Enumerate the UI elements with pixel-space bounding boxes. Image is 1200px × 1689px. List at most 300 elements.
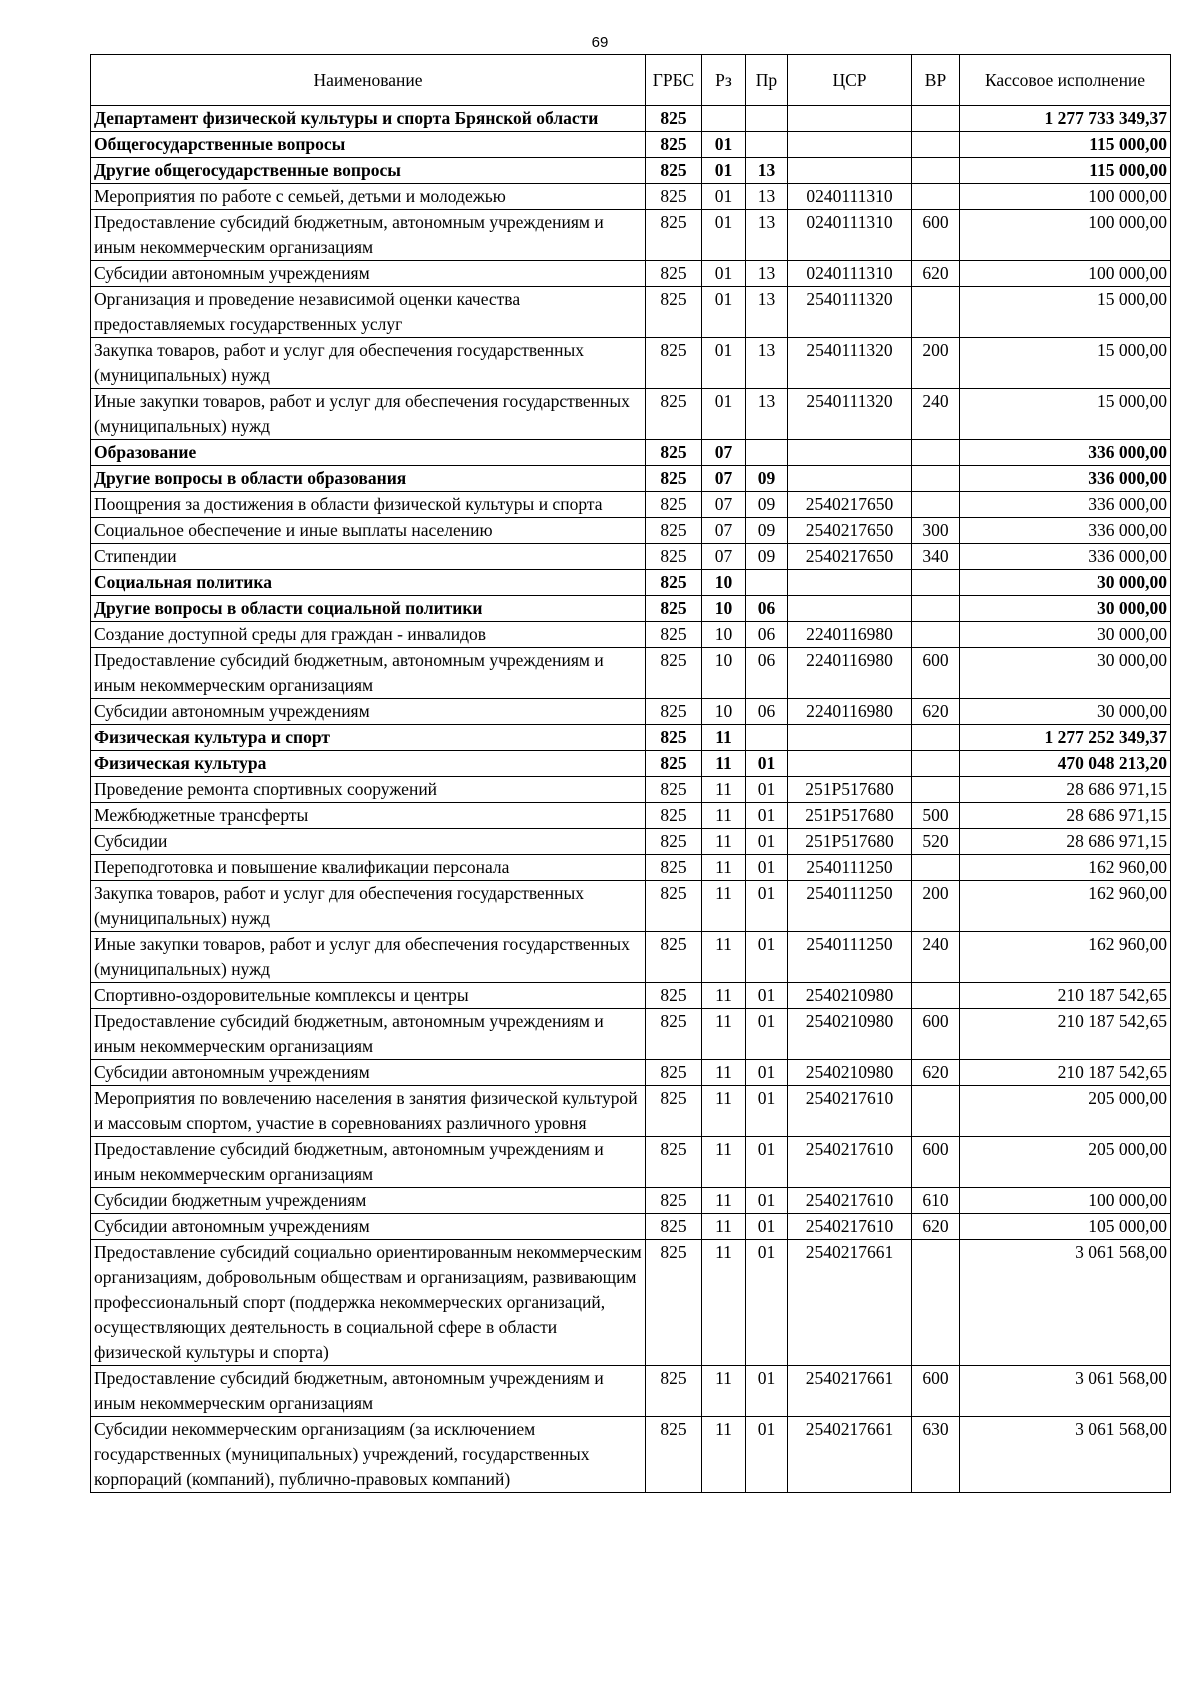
row-vr-cell [912, 596, 960, 622]
row-csr-cell: 251P517680 [788, 777, 912, 803]
row-grbs-cell: 825 [646, 803, 702, 829]
row-rz-cell: 11 [702, 803, 746, 829]
page-number: 69 [591, 34, 609, 51]
row-grbs-cell: 825 [646, 725, 702, 751]
row-vr-cell [912, 983, 960, 1009]
table-row [91, 1137, 1171, 1188]
table-row [91, 1366, 1171, 1417]
row-csr-cell: 2240116980 [788, 699, 912, 725]
row-pr-cell [746, 132, 788, 158]
table-row [91, 1060, 1171, 1086]
row-vr-cell [912, 855, 960, 881]
row-sum-cell: 28 686 971,15 [960, 777, 1171, 803]
table-row [91, 1417, 1171, 1493]
row-csr-cell: 2540111250 [788, 881, 912, 932]
row-grbs-cell: 825 [646, 338, 702, 389]
table-row [91, 803, 1171, 829]
table-row [91, 1009, 1171, 1060]
row-name-cell: Закупка товаров, работ и услуг для обеспечения государственных (муниципальных) нужд [91, 881, 646, 932]
row-sum-cell: 1 277 252 349,37 [960, 725, 1171, 751]
row-pr-cell: 01 [746, 855, 788, 881]
row-vr-cell [912, 106, 960, 132]
row-name-cell: Создание доступной среды для граждан - инвалидов [91, 622, 646, 648]
row-pr-cell: 13 [746, 287, 788, 338]
table-row [91, 932, 1171, 983]
row-grbs-cell: 825 [646, 570, 702, 596]
row-csr-cell [788, 725, 912, 751]
row-sum-cell: 100 000,00 [960, 1188, 1171, 1214]
row-rz-cell: 11 [702, 1240, 746, 1366]
row-rz-cell: 11 [702, 751, 746, 777]
row-pr-cell: 01 [746, 1137, 788, 1188]
row-name-cell: Субсидии автономным учреждениям [91, 699, 646, 725]
row-rz-cell: 11 [702, 983, 746, 1009]
row-grbs-cell: 825 [646, 492, 702, 518]
row-vr-cell: 620 [912, 699, 960, 725]
row-sum-cell: 336 000,00 [960, 440, 1171, 466]
row-name-cell: Предоставление субсидий социально ориентированным некоммерческим организациям, добровольным обществам и организациям, развивающим профессиональный спорт (поддержка некоммерческих организаций, осуществляющих деятельность в социальной сфере в области физической культуры и спорта) [91, 1240, 646, 1366]
row-vr-cell [912, 1086, 960, 1137]
row-csr-cell: 2540111320 [788, 287, 912, 338]
table-row [91, 132, 1171, 158]
row-vr-cell: 200 [912, 881, 960, 932]
row-csr-cell: 2540217610 [788, 1086, 912, 1137]
row-vr-cell [912, 287, 960, 338]
row-name-cell: Переподготовка и повышение квалификации персонала [91, 855, 646, 881]
row-grbs-cell: 825 [646, 518, 702, 544]
row-pr-cell [746, 725, 788, 751]
table-row [91, 184, 1171, 210]
table-row [91, 648, 1171, 699]
row-csr-cell [788, 132, 912, 158]
row-vr-cell: 240 [912, 932, 960, 983]
row-vr-cell [912, 158, 960, 184]
row-vr-cell [912, 751, 960, 777]
row-vr-cell: 500 [912, 803, 960, 829]
row-sum-cell: 3 061 568,00 [960, 1417, 1171, 1493]
row-pr-cell: 13 [746, 184, 788, 210]
row-sum-cell: 15 000,00 [960, 389, 1171, 440]
row-sum-cell: 336 000,00 [960, 492, 1171, 518]
row-grbs-cell: 825 [646, 699, 702, 725]
table-row [91, 881, 1171, 932]
row-pr-cell: 13 [746, 210, 788, 261]
row-grbs-cell: 825 [646, 184, 702, 210]
row-sum-cell: 30 000,00 [960, 596, 1171, 622]
row-sum-cell: 30 000,00 [960, 699, 1171, 725]
row-name-cell: Предоставление субсидий бюджетным, автономным учреждениям и иным некоммерческим организациям [91, 648, 646, 699]
row-rz-cell: 11 [702, 1086, 746, 1137]
row-csr-cell: 2540210980 [788, 983, 912, 1009]
row-vr-cell [912, 492, 960, 518]
row-name-cell: Мероприятия по вовлечению населения в занятия физической культурой и массовым спортом, участие в соревнованиях различного уровня [91, 1086, 646, 1137]
row-pr-cell: 13 [746, 261, 788, 287]
row-sum-cell: 15 000,00 [960, 338, 1171, 389]
row-sum-cell: 336 000,00 [960, 544, 1171, 570]
row-name-cell: Субсидии [91, 829, 646, 855]
row-name-cell: Субсидии автономным учреждениям [91, 1214, 646, 1240]
row-name-cell: Физическая культура [91, 751, 646, 777]
row-pr-cell: 09 [746, 492, 788, 518]
row-csr-cell: 251P517680 [788, 803, 912, 829]
row-rz-cell: 11 [702, 855, 746, 881]
row-vr-cell [912, 132, 960, 158]
row-name-cell: Иные закупки товаров, работ и услуг для обеспечения государственных (муниципальных) нужд [91, 932, 646, 983]
row-pr-cell: 01 [746, 1417, 788, 1493]
row-name-cell: Другие вопросы в области социальной политики [91, 596, 646, 622]
header-rz: Рз [702, 55, 746, 106]
row-name-cell: Предоставление субсидий бюджетным, автономным учреждениям и иным некоммерческим организациям [91, 210, 646, 261]
row-csr-cell: 2540111320 [788, 338, 912, 389]
row-rz-cell: 11 [702, 1060, 746, 1086]
row-name-cell: Проведение ремонта спортивных сооружений [91, 777, 646, 803]
table-header-row [91, 55, 1171, 106]
row-csr-cell: 0240111310 [788, 210, 912, 261]
row-csr-cell [788, 440, 912, 466]
row-grbs-cell: 825 [646, 1009, 702, 1060]
row-rz-cell: 07 [702, 492, 746, 518]
row-grbs-cell: 825 [646, 829, 702, 855]
row-rz-cell: 11 [702, 881, 746, 932]
row-vr-cell: 610 [912, 1188, 960, 1214]
row-vr-cell: 630 [912, 1417, 960, 1493]
row-vr-cell: 600 [912, 1009, 960, 1060]
row-sum-cell: 3 061 568,00 [960, 1240, 1171, 1366]
row-pr-cell [746, 106, 788, 132]
row-rz-cell: 01 [702, 338, 746, 389]
row-pr-cell: 01 [746, 1060, 788, 1086]
row-pr-cell: 06 [746, 699, 788, 725]
row-csr-cell: 2540217610 [788, 1214, 912, 1240]
table-row [91, 622, 1171, 648]
row-rz-cell: 10 [702, 648, 746, 699]
table-row [91, 158, 1171, 184]
row-grbs-cell: 825 [646, 596, 702, 622]
row-pr-cell: 06 [746, 596, 788, 622]
row-csr-cell: 2540217661 [788, 1417, 912, 1493]
row-vr-cell: 600 [912, 1366, 960, 1417]
row-name-cell: Закупка товаров, работ и услуг для обеспечения государственных (муниципальных) нужд [91, 338, 646, 389]
row-csr-cell [788, 106, 912, 132]
row-csr-cell: 2540217650 [788, 544, 912, 570]
row-csr-cell: 2240116980 [788, 648, 912, 699]
row-csr-cell: 2540210980 [788, 1009, 912, 1060]
table-row [91, 777, 1171, 803]
row-csr-cell [788, 751, 912, 777]
row-sum-cell: 30 000,00 [960, 648, 1171, 699]
table-row [91, 596, 1171, 622]
row-rz-cell: 01 [702, 158, 746, 184]
row-grbs-cell: 825 [646, 855, 702, 881]
table-row [91, 210, 1171, 261]
header-sum: Кассовое исполнение [960, 55, 1171, 106]
table-row [91, 1086, 1171, 1137]
row-pr-cell: 09 [746, 518, 788, 544]
row-grbs-cell: 825 [646, 158, 702, 184]
row-rz-cell: 07 [702, 466, 746, 492]
row-pr-cell: 01 [746, 932, 788, 983]
header-name: Наименование [91, 55, 646, 106]
row-vr-cell: 300 [912, 518, 960, 544]
row-rz-cell: 11 [702, 932, 746, 983]
row-grbs-cell: 825 [646, 1060, 702, 1086]
row-grbs-cell: 825 [646, 1086, 702, 1137]
table-row [91, 829, 1171, 855]
row-vr-cell [912, 622, 960, 648]
row-vr-cell: 600 [912, 210, 960, 261]
header-pr: Пр [746, 55, 788, 106]
row-pr-cell: 13 [746, 338, 788, 389]
row-name-cell: Социальное обеспечение и иные выплаты населению [91, 518, 646, 544]
row-rz-cell: 11 [702, 725, 746, 751]
row-grbs-cell: 825 [646, 544, 702, 570]
header-grbs: ГРБС [646, 55, 702, 106]
row-csr-cell: 2540217661 [788, 1240, 912, 1366]
row-rz-cell: 01 [702, 389, 746, 440]
row-pr-cell: 09 [746, 466, 788, 492]
row-pr-cell: 01 [746, 1009, 788, 1060]
row-grbs-cell: 825 [646, 777, 702, 803]
table-body [91, 106, 1171, 1493]
row-pr-cell: 01 [746, 1214, 788, 1240]
table-row [91, 1214, 1171, 1240]
row-name-cell: Социальная политика [91, 570, 646, 596]
row-vr-cell [912, 466, 960, 492]
row-pr-cell: 01 [746, 1240, 788, 1366]
budget-execution-table [90, 54, 1171, 1493]
row-rz-cell: 07 [702, 518, 746, 544]
row-vr-cell: 620 [912, 1060, 960, 1086]
row-grbs-cell: 825 [646, 132, 702, 158]
row-grbs-cell: 825 [646, 287, 702, 338]
row-sum-cell: 30 000,00 [960, 570, 1171, 596]
row-sum-cell: 100 000,00 [960, 261, 1171, 287]
row-rz-cell: 01 [702, 287, 746, 338]
row-rz-cell: 11 [702, 1417, 746, 1493]
table-row [91, 389, 1171, 440]
row-sum-cell: 115 000,00 [960, 132, 1171, 158]
row-rz-cell: 01 [702, 210, 746, 261]
row-pr-cell: 01 [746, 751, 788, 777]
row-name-cell: Организация и проведение независимой оценки качества предоставляемых государственных услуг [91, 287, 646, 338]
row-name-cell: Стипендии [91, 544, 646, 570]
row-vr-cell: 620 [912, 1214, 960, 1240]
row-name-cell: Субсидии автономным учреждениям [91, 1060, 646, 1086]
row-csr-cell: 0240111310 [788, 261, 912, 287]
table-row [91, 1240, 1171, 1366]
row-pr-cell: 01 [746, 983, 788, 1009]
row-sum-cell: 115 000,00 [960, 158, 1171, 184]
row-sum-cell: 28 686 971,15 [960, 803, 1171, 829]
row-pr-cell: 01 [746, 1188, 788, 1214]
row-csr-cell: 0240111310 [788, 184, 912, 210]
row-sum-cell: 100 000,00 [960, 184, 1171, 210]
row-csr-cell [788, 596, 912, 622]
row-sum-cell: 28 686 971,15 [960, 829, 1171, 855]
row-vr-cell: 340 [912, 544, 960, 570]
row-grbs-cell: 825 [646, 881, 702, 932]
row-sum-cell: 162 960,00 [960, 932, 1171, 983]
row-grbs-cell: 825 [646, 1214, 702, 1240]
row-rz-cell: 01 [702, 184, 746, 210]
row-pr-cell: 06 [746, 622, 788, 648]
row-csr-cell: 251P517680 [788, 829, 912, 855]
row-name-cell: Образование [91, 440, 646, 466]
row-grbs-cell: 825 [646, 1366, 702, 1417]
table-row [91, 855, 1171, 881]
row-pr-cell: 01 [746, 881, 788, 932]
header-csr: ЦСР [788, 55, 912, 106]
table-row [91, 751, 1171, 777]
row-csr-cell: 2540217610 [788, 1188, 912, 1214]
row-rz-cell: 11 [702, 1214, 746, 1240]
row-csr-cell [788, 466, 912, 492]
row-name-cell: Предоставление субсидий бюджетным, автономным учреждениям и иным некоммерческим организациям [91, 1009, 646, 1060]
row-csr-cell [788, 570, 912, 596]
row-sum-cell: 162 960,00 [960, 855, 1171, 881]
row-vr-cell: 620 [912, 261, 960, 287]
row-vr-cell: 520 [912, 829, 960, 855]
table-row [91, 544, 1171, 570]
table-row [91, 983, 1171, 1009]
row-grbs-cell: 825 [646, 440, 702, 466]
row-csr-cell: 2540111320 [788, 389, 912, 440]
row-name-cell: Другие общегосударственные вопросы [91, 158, 646, 184]
row-sum-cell: 470 048 213,20 [960, 751, 1171, 777]
row-rz-cell: 10 [702, 699, 746, 725]
row-sum-cell: 100 000,00 [960, 210, 1171, 261]
table-row [91, 466, 1171, 492]
row-vr-cell [912, 570, 960, 596]
row-rz-cell: 11 [702, 829, 746, 855]
row-pr-cell: 01 [746, 1366, 788, 1417]
row-name-cell: Физическая культура и спорт [91, 725, 646, 751]
row-rz-cell: 10 [702, 622, 746, 648]
row-pr-cell: 13 [746, 158, 788, 184]
row-rz-cell: 10 [702, 570, 746, 596]
row-name-cell: Другие вопросы в области образования [91, 466, 646, 492]
row-grbs-cell: 825 [646, 1417, 702, 1493]
row-sum-cell: 1 277 733 349,37 [960, 106, 1171, 132]
row-name-cell: Предоставление субсидий бюджетным, автономным учреждениям и иным некоммерческим организациям [91, 1366, 646, 1417]
row-vr-cell: 200 [912, 338, 960, 389]
table-row [91, 287, 1171, 338]
row-grbs-cell: 825 [646, 106, 702, 132]
row-pr-cell: 09 [746, 544, 788, 570]
row-rz-cell: 11 [702, 1366, 746, 1417]
row-vr-cell [912, 184, 960, 210]
row-rz-cell: 01 [702, 261, 746, 287]
row-csr-cell: 2540111250 [788, 855, 912, 881]
row-sum-cell: 210 187 542,65 [960, 1060, 1171, 1086]
table-row [91, 570, 1171, 596]
table-row [91, 106, 1171, 132]
row-pr-cell: 01 [746, 829, 788, 855]
table-row [91, 1188, 1171, 1214]
row-sum-cell: 30 000,00 [960, 622, 1171, 648]
row-grbs-cell: 825 [646, 389, 702, 440]
row-name-cell: Межбюджетные трансферты [91, 803, 646, 829]
row-rz-cell: 01 [702, 132, 746, 158]
row-sum-cell: 210 187 542,65 [960, 983, 1171, 1009]
row-csr-cell: 2540210980 [788, 1060, 912, 1086]
row-rz-cell: 10 [702, 596, 746, 622]
row-vr-cell: 600 [912, 648, 960, 699]
row-pr-cell [746, 570, 788, 596]
row-name-cell: Субсидии бюджетным учреждениям [91, 1188, 646, 1214]
row-vr-cell: 600 [912, 1137, 960, 1188]
row-rz-cell: 07 [702, 440, 746, 466]
table-row [91, 261, 1171, 287]
row-grbs-cell: 825 [646, 1188, 702, 1214]
table-row [91, 725, 1171, 751]
row-csr-cell: 2540217650 [788, 492, 912, 518]
row-vr-cell [912, 725, 960, 751]
row-sum-cell: 336 000,00 [960, 518, 1171, 544]
row-vr-cell [912, 777, 960, 803]
row-grbs-cell: 825 [646, 261, 702, 287]
row-rz-cell: 11 [702, 1137, 746, 1188]
row-grbs-cell: 825 [646, 648, 702, 699]
row-name-cell: Иные закупки товаров, работ и услуг для обеспечения государственных (муниципальных) нужд [91, 389, 646, 440]
row-csr-cell [788, 158, 912, 184]
row-grbs-cell: 825 [646, 1240, 702, 1366]
row-pr-cell: 01 [746, 777, 788, 803]
row-sum-cell: 205 000,00 [960, 1086, 1171, 1137]
row-grbs-cell: 825 [646, 1137, 702, 1188]
row-grbs-cell: 825 [646, 932, 702, 983]
row-name-cell: Субсидии автономным учреждениям [91, 261, 646, 287]
row-grbs-cell: 825 [646, 466, 702, 492]
row-csr-cell: 2540217610 [788, 1137, 912, 1188]
row-pr-cell: 01 [746, 803, 788, 829]
row-vr-cell: 240 [912, 389, 960, 440]
row-name-cell: Субсидии некоммерческим организациям (за исключением государственных (муниципальных) учреждений, государственных корпораций (компаний), публично-правовых компаний) [91, 1417, 646, 1493]
header-vr: ВР [912, 55, 960, 106]
row-grbs-cell: 825 [646, 622, 702, 648]
table-row [91, 338, 1171, 389]
table-row [91, 518, 1171, 544]
row-rz-cell: 07 [702, 544, 746, 570]
row-sum-cell: 205 000,00 [960, 1137, 1171, 1188]
row-grbs-cell: 825 [646, 983, 702, 1009]
row-grbs-cell: 825 [646, 210, 702, 261]
row-name-cell: Поощрения за достижения в области физической культуры и спорта [91, 492, 646, 518]
row-csr-cell: 2540217661 [788, 1366, 912, 1417]
table-row [91, 492, 1171, 518]
table-row [91, 440, 1171, 466]
row-name-cell: Спортивно-оздоровительные комплексы и центры [91, 983, 646, 1009]
table-row [91, 699, 1171, 725]
row-csr-cell: 2540217650 [788, 518, 912, 544]
row-pr-cell [746, 440, 788, 466]
row-name-cell: Общегосударственные вопросы [91, 132, 646, 158]
row-vr-cell [912, 1240, 960, 1366]
row-csr-cell: 2540111250 [788, 932, 912, 983]
row-pr-cell: 06 [746, 648, 788, 699]
row-grbs-cell: 825 [646, 751, 702, 777]
row-rz-cell: 11 [702, 1188, 746, 1214]
row-vr-cell [912, 440, 960, 466]
row-name-cell: Предоставление субсидий бюджетным, автономным учреждениям и иным некоммерческим организациям [91, 1137, 646, 1188]
row-rz-cell: 11 [702, 1009, 746, 1060]
row-sum-cell: 15 000,00 [960, 287, 1171, 338]
row-pr-cell: 13 [746, 389, 788, 440]
row-sum-cell: 210 187 542,65 [960, 1009, 1171, 1060]
row-sum-cell: 162 960,00 [960, 881, 1171, 932]
row-name-cell: Департамент физической культуры и спорта Брянской области [91, 106, 646, 132]
row-sum-cell: 3 061 568,00 [960, 1366, 1171, 1417]
